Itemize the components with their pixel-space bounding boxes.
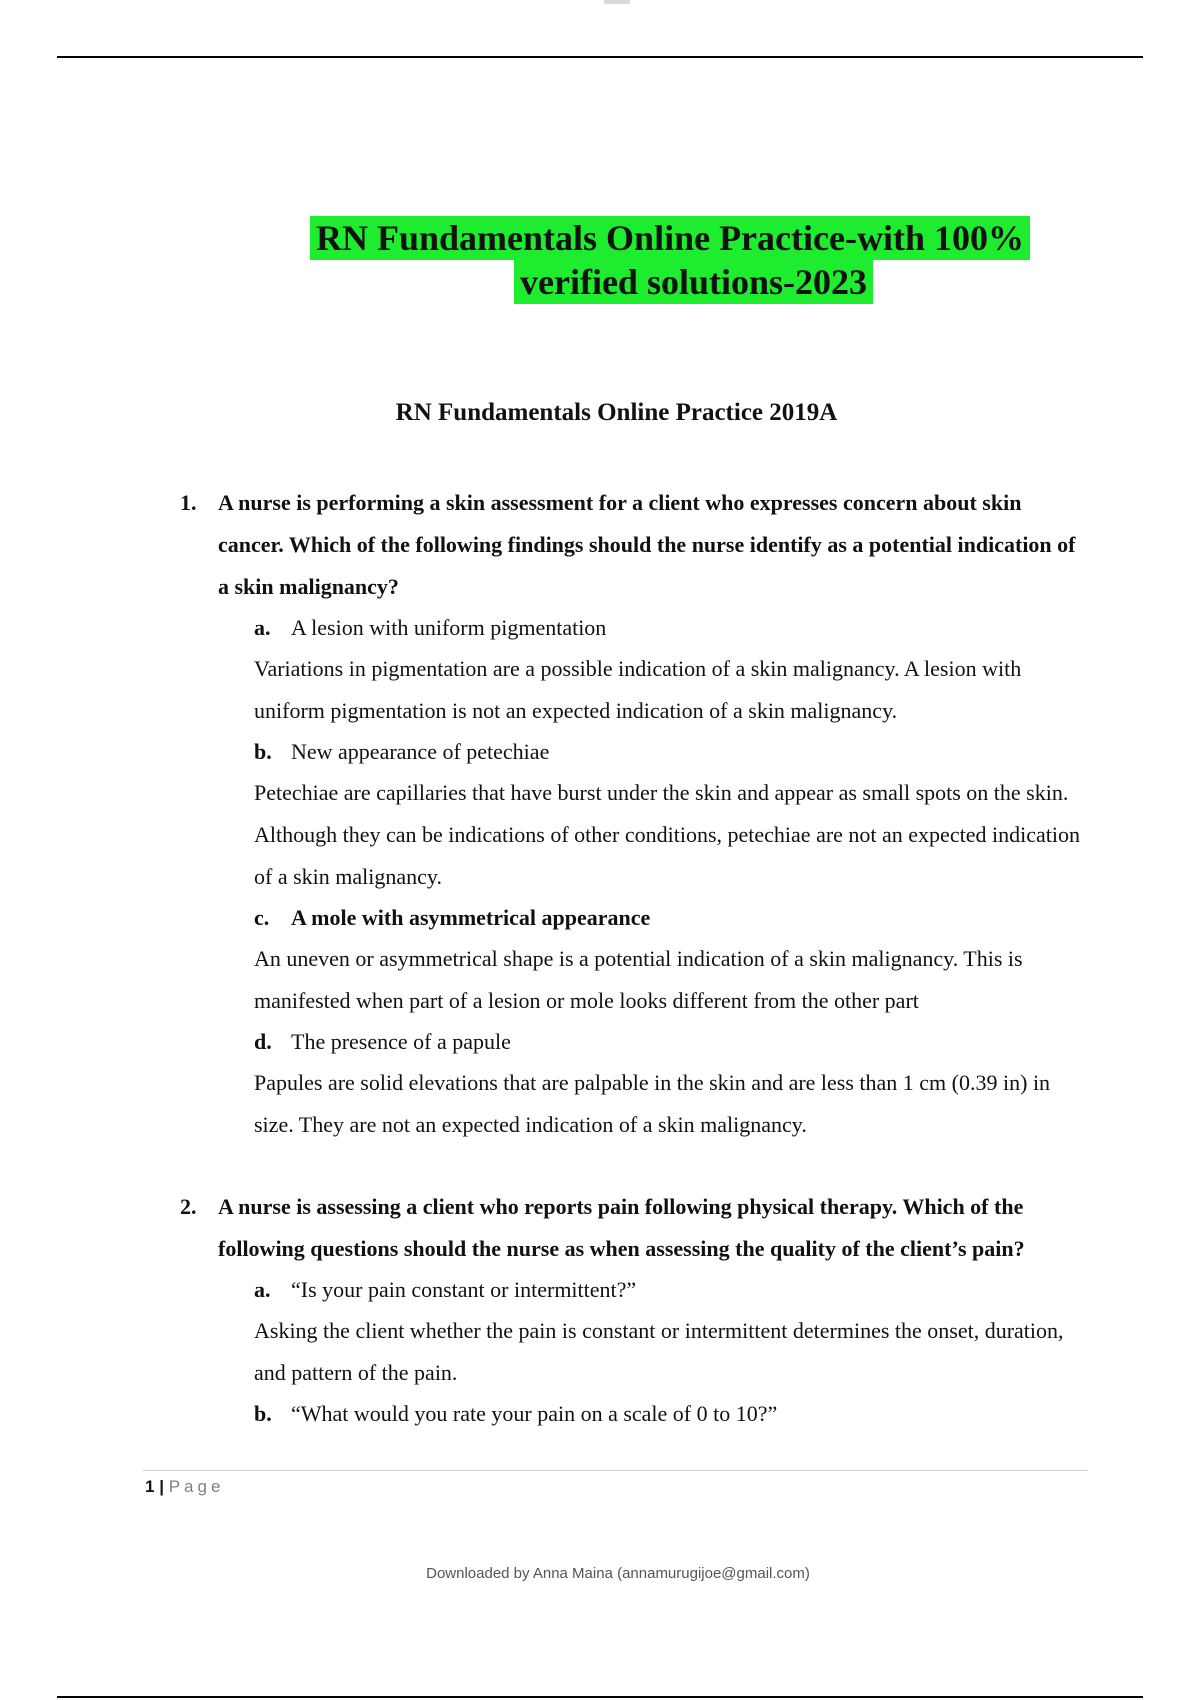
bottom-rule	[57, 1696, 1143, 1698]
option-text: “Is your pain constant or intermittent?”	[291, 1277, 637, 1302]
option-text: A mole with asymmetrical appearance	[291, 905, 651, 930]
title-line-2: verified solutions-2023	[514, 260, 873, 304]
option-letter: b.	[254, 1401, 272, 1426]
option-text: The presence of a papule	[291, 1029, 511, 1054]
page-label: Page	[168, 1477, 225, 1496]
question-spacer	[180, 1146, 1085, 1186]
footer-rule	[143, 1470, 1088, 1471]
question-text: A nurse is performing a skin assessment for a client who expresses concern about skin cancer. Which of the following findings should the nurse identify as a potential indication of a skin malignancy?	[218, 490, 1076, 599]
answer-option	[254, 1270, 1085, 1310]
title-line-1: RN Fundamentals Online Practice-with 100%	[310, 216, 1030, 260]
answer-option	[254, 1394, 1085, 1434]
download-attribution: Downloaded by Anna Maina (annamurugijoe@gmail.com)	[426, 1565, 810, 1582]
answer-option	[254, 608, 1085, 648]
answer-option	[254, 732, 1085, 772]
question-list	[180, 482, 1085, 1434]
page-separator: |	[159, 1477, 164, 1496]
question-stem	[180, 482, 1085, 608]
option-text: “What would you rate your pain on a scale of 0 to 10?”	[291, 1401, 778, 1426]
option-letter: a.	[254, 1277, 271, 1302]
option-rationale: Asking the client whether the pain is constant or intermittent determines the onset, duration, and pattern of the pain.	[254, 1318, 1064, 1385]
top-edge-mark	[604, 0, 630, 4]
question-number: 2.	[180, 1194, 197, 1219]
question-stem	[180, 1186, 1085, 1270]
option-rationale: An uneven or asymmetrical shape is a potential indication of a skin malignancy. This is manifested when part of a lesion or mole looks different from the other part	[254, 946, 1023, 1013]
question-number: 1.	[180, 490, 197, 515]
option-letter: a.	[254, 615, 271, 640]
option-letter: b.	[254, 739, 272, 764]
option-text: A lesion with uniform pigmentation	[291, 615, 607, 640]
option-rationale: Petechiae are capillaries that have burst under the skin and appear as small spots on the skin. Although they can be indications of other conditions, petechiae are not an expected indication of a skin malignancy.	[254, 780, 1080, 889]
page-footer	[145, 1477, 224, 1497]
option-text: New appearance of petechiae	[291, 739, 550, 764]
option-letter: d.	[254, 1029, 272, 1054]
document-subtitle: RN Fundamentals Online Practice 2019A	[395, 399, 838, 426]
option-letter: c.	[254, 905, 270, 930]
option-rationale: Papules are solid elevations that are palpable in the skin and are less than 1 cm (0.39 in) in size. They are not an expected indication of a skin malignancy.	[254, 1070, 1051, 1137]
correct-answer-option	[254, 898, 1085, 938]
option-rationale: Variations in pigmentation are a possible indication of a skin malignancy. A lesion with uniform pigmentation is not an expected indication of a skin malignancy.	[254, 656, 1022, 723]
question-text: A nurse is assessing a client who reports pain following physical therapy. Which of the following questions should the nurse as when assessing the quality of the client’s pain?	[218, 1194, 1025, 1261]
page-number: 1	[145, 1477, 155, 1496]
header-rule	[57, 56, 1143, 58]
answer-option	[254, 1022, 1085, 1062]
